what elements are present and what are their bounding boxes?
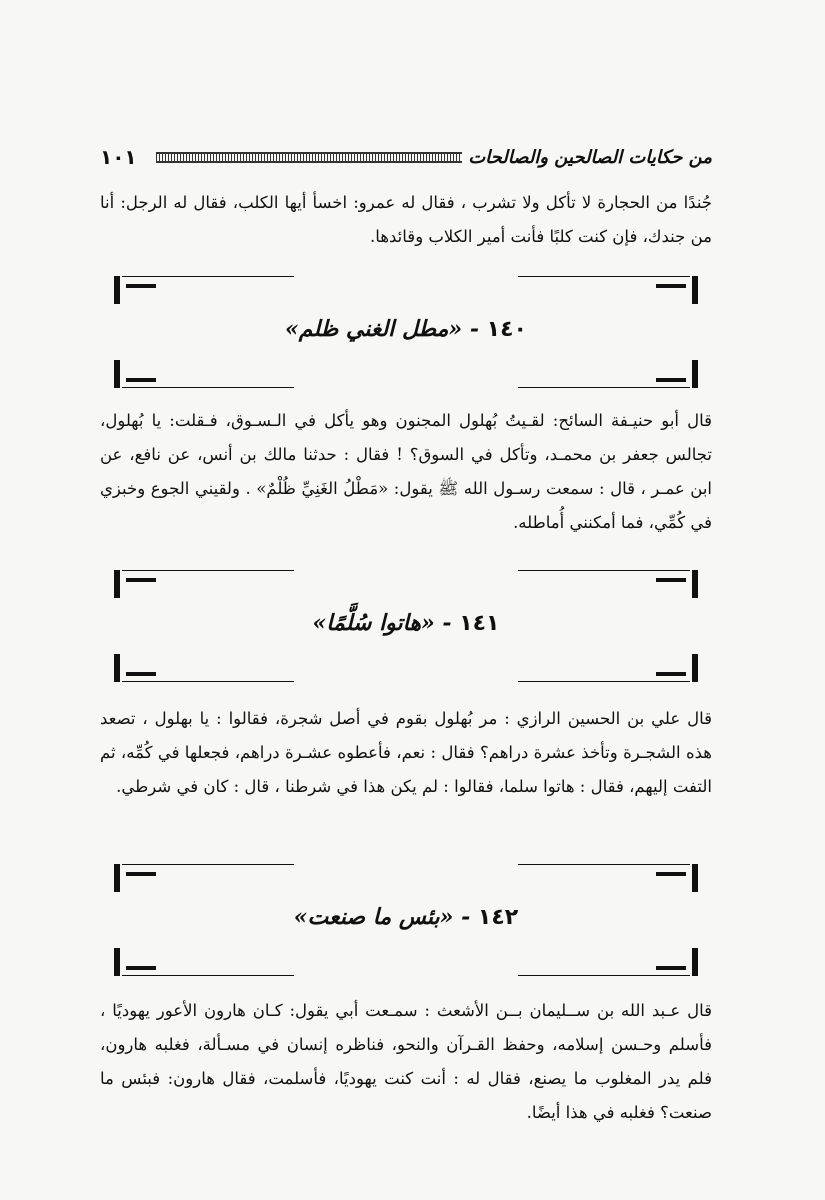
story-paragraph: قال علي بن الحسين الرازي : مر بُهلول بقوم في أصل شجرة، فقالوا : يا بهلول ، تصعد هذه الشجـرة وتأخذ عشرة دراهم؟ فقال : نعم، فأعطوه عشـرة دراهم، فجعلها في كُمِّه، ثم التفت إليهم، فقال : هاتوا سلما، فقالوا : لم يكن هذا في شرطنا ، قال : كان في شرطي. xyxy=(100,709,712,796)
story-number: ١٤١ xyxy=(459,611,500,636)
story-title-text: «مطل الغني ظلم» xyxy=(285,316,463,342)
frame-ornament xyxy=(114,864,294,892)
frame-ornament xyxy=(518,864,698,892)
running-title: من حكايات الصالحين والصالحات xyxy=(468,146,712,168)
story-paragraph: قال عـبد الله بن ســليمان بــن الأشعث : سمـعت أبي يقول: كـان هارون الأعور يهوديًا ، فأسلم وحـسن إسلامه، وحفظ القـرآن والنحو، فناظره إنسان في مسـألة، فغلبه هارون، فلم يدر المغلوب ما يصنع، فقال له : أنت كنت يهوديًا، فأسلمت، فقال هارون: فبئس ما صنعت؟ فغلبه في هذا أيضًا. xyxy=(100,1001,712,1122)
frame-ornament xyxy=(518,570,698,598)
frame-ornament xyxy=(518,654,698,682)
frame-ornament xyxy=(518,276,698,304)
story-number: ١٤٢ xyxy=(477,905,519,930)
frame-ornament xyxy=(518,360,698,388)
page-number: ١٠١ xyxy=(100,145,137,169)
story-paragraph: قال أبو حنيـفة السائح: لقـيتُ بُهلول المجنون وهو يأكل في الـسـوق، فـقلت: يا بُهلول، تجالس جعفر بن محمـد، وتأكل في السوق؟ ! فقال : حدثنا مالك بن أنس، عن نافع، عن ابن عمـر ، قال : سمعت رسـول الله ﷺ يقول: «مَطْلُ الغَنِيِّ ظُلْمٌ» . ولقيني الجوع وخبزي في كُمِّي، فما أمكنني أُماطله. xyxy=(100,411,712,532)
frame-ornament xyxy=(114,948,294,976)
page-header xyxy=(100,142,712,172)
frame-ornament xyxy=(114,570,294,598)
story-title-text: «هاتوا سُلَّمًا» xyxy=(312,610,435,636)
frame-ornament xyxy=(114,276,294,304)
story-title-frame xyxy=(100,570,712,682)
story-title: ١٤٢ - «بئس ما صنعت» xyxy=(293,904,519,930)
frame-ornament xyxy=(518,948,698,976)
header-rule xyxy=(156,152,462,163)
story-number: ١٤٠ xyxy=(486,317,527,342)
frame-ornament xyxy=(114,654,294,682)
story-title-frame xyxy=(100,864,712,976)
frame-ornament xyxy=(114,360,294,388)
story-title-text: «بئس ما صنعت» xyxy=(293,904,454,930)
intro-paragraph: جُندًا من الحجارة لا تأكل ولا تشرب ، فقال له عمرو: اخسأ أيها الكلب، فقال له الرجل: أنا من جندك، فإن كنت كلبًا فأنت أمير الكلاب وقائدها. xyxy=(100,193,712,246)
story-title: ١٤٠ - «مطل الغني ظلم» xyxy=(285,316,527,342)
story-title-frame xyxy=(100,276,712,388)
story-title: ١٤١ - «هاتوا سُلَّمًا» xyxy=(312,610,500,636)
